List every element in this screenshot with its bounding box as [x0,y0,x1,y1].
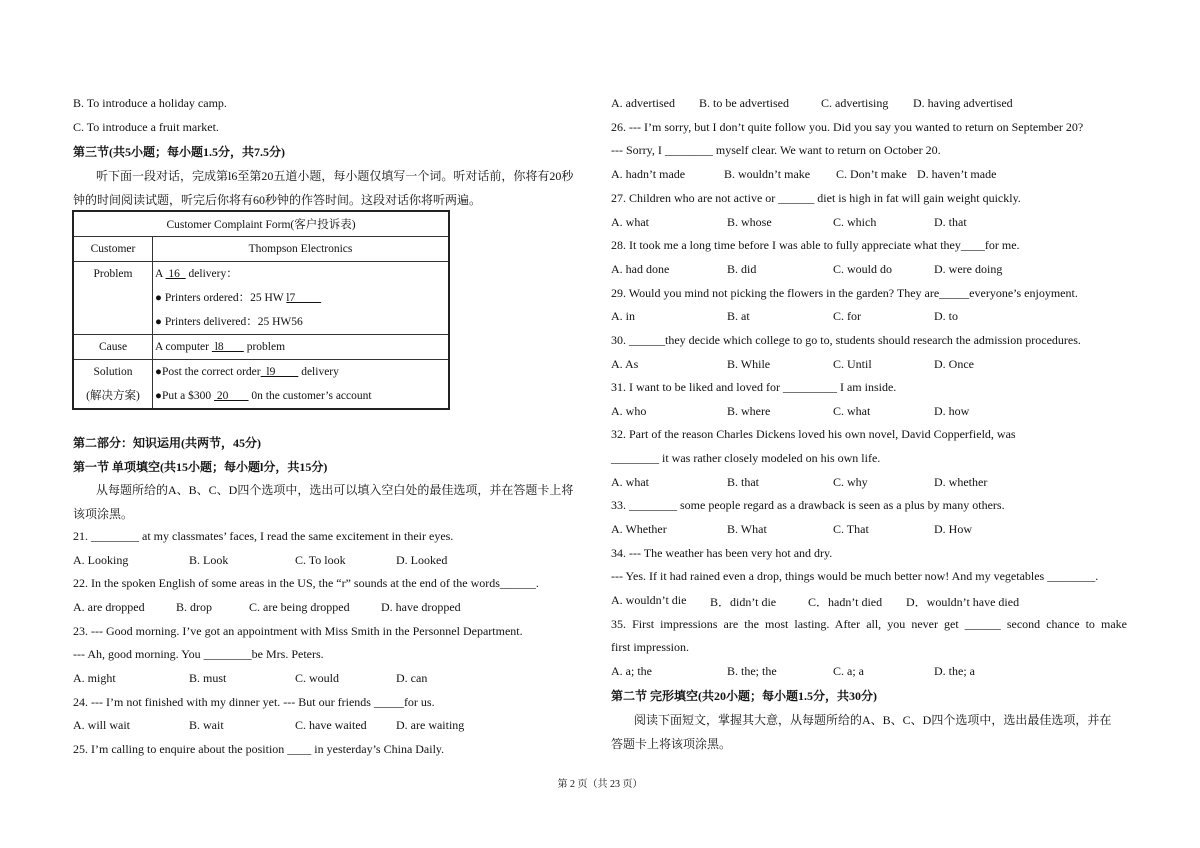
option-b: B. at [727,309,750,323]
option-d: D．wouldn’t have died [906,595,1020,609]
option-d: D. whether [934,475,988,489]
option-b: B. What [727,522,767,536]
option-c: C．hadn’t died [808,595,883,609]
option-b: B. Look [189,553,229,567]
option-line: B. To introduce a holiday camp. [73,96,227,110]
option-c: C. That [833,522,869,536]
option-d: D. How [934,522,972,536]
option-b: B. the; the [727,664,777,678]
option-a: A. had done [611,262,670,276]
option-c: C. are being dropped [249,600,350,614]
option-c: C. a; a [833,664,864,678]
question-32-line2: ________ it was rather closely modeled on his own life. [611,451,881,465]
option-d: D. Looked [396,553,448,567]
option-c: C. Don’t make [836,167,907,181]
option-c: C. which [833,215,877,229]
form-solution-label: Solution (解决方案) [73,360,153,410]
option-c: C. for [833,309,861,323]
section-title: 第二节 完形填空(共20小题；每小题1.5分，共30分) [611,689,877,703]
option-a: A. a; the [611,664,652,678]
option-a: A. advertised [611,96,675,110]
question-35: 35. First impressions are the most lasting. After all, you never get ______ second chance to make [611,617,1127,631]
blank-20: 20 [214,390,249,402]
option-c: C. To look [295,553,346,567]
option-a: A. wouldn’t die [611,593,687,607]
question-34-line2: --- Yes. If it had rained even a drop, things would be much better now! And my vegetables ________. [611,569,1099,583]
option-b: B. wouldn’t make [724,167,811,181]
option-c: C. Until [833,357,872,371]
option-c: C. advertising [821,96,889,110]
option-b: B. that [727,475,759,489]
section-title: 第一节 单项填空(共15小题；每小题l分，共15分) [73,460,328,474]
option-c: C. have waited [295,718,367,732]
option-d: D. having advertised [913,96,1013,110]
option-d: D. Once [934,357,974,371]
option-line: C. To introduce a fruit market. [73,120,219,134]
option-b: B. to be advertised [699,96,789,110]
section-instruction: 答题卡上将该项涂黑。 [611,737,732,751]
option-b: B．didn’t die [710,595,777,609]
option-d: D. have dropped [381,600,461,614]
option-c: C. would [295,671,340,685]
blank-18: l8 [211,341,244,353]
blank-19: l9 [260,366,299,378]
option-d: D. that [934,215,967,229]
part-title: 第二部分：知识运用(共两节，45分) [73,436,261,450]
option-a: A. who [611,404,647,418]
option-b: B. where [727,404,771,418]
page-number: 第 2 页（共 23 页） [557,779,643,790]
blank-16: 16 [165,268,186,280]
form-cause-label: Cause [73,335,153,360]
question-32: 32. Part of the reason Charles Dickens loved his own novel, David Copperfield, was [611,427,1016,441]
option-b: B. While [727,357,771,371]
blank-17: l7 [286,292,322,304]
option-d: D. how [934,404,970,418]
option-a: A. will wait [73,718,130,732]
option-d: D. are waiting [396,718,465,732]
question-26: 26. --- I’m sorry, but I don’t quite follow you. Did you say you wanted to return on September 20? [611,120,1084,134]
option-a: A. As [611,357,639,371]
form-customer-label: Customer [73,237,153,262]
option-a: A. what [611,475,649,489]
option-d: D. to [934,309,958,323]
option-c: C. why [833,475,868,489]
option-a: A. what [611,215,649,229]
question-29: 29. Would you mind not picking the flowers in the garden? They are_____everyone’s enjoyment. [611,286,1078,300]
question-26-line2: --- Sorry, I ________ myself clear. We want to return on October 20. [611,143,941,157]
question-28: 28. It took me a long time before I was able to fully appreciate what they____for me. [611,238,1020,252]
option-d: D. haven’t made [917,167,997,181]
option-d: D. were doing [934,262,1003,276]
option-a: A. are dropped [73,600,145,614]
option-a: A. Looking [73,553,129,567]
option-a: A. hadn’t made [611,167,686,181]
question-25: 25. I’m calling to enquire about the position ____ in yesterday’s China Daily. [73,742,445,756]
question-21: 21. ________ at my classmates’ faces, I read the same excitement in their eyes. [73,529,454,543]
form-customer-value: Thompson Electronics [153,237,450,262]
question-35-line2: first impression. [611,640,689,654]
form-problem-label: Problem [73,262,153,335]
section-instruction: 阅读下面短文，掌握其大意，从每题所给的A、B、C、D四个选项中，选出最佳选项，并在 [634,713,1112,727]
form-cause-cell: A computer l8 problem [153,335,450,360]
form-solution-cell: ●Post the correct order l9 delivery ●Put a $300 20 0n the customer’s account [153,360,450,410]
option-b: B. did [727,262,757,276]
form-title: Customer Complaint Form(客户投诉表) [73,211,449,237]
section-instruction: 钟的时间阅读试题，听完后你将有60秒钟的作答时间。这段对话你将听两遍。 [73,193,482,207]
question-30: 30. ______they decide which college to go to, students should research the admission procedures. [611,333,1081,347]
option-a: A. in [611,309,635,323]
question-23-line2: --- Ah, good morning. You ________be Mrs. Peters. [73,647,324,661]
section-title: 第三节(共5小题；每小题1.5分，共7.5分) [73,145,285,159]
form-problem-cell: A 16 delivery： ● Printers ordered：25 HW l7 ● Printers delivered：25 HW56 [153,262,450,335]
question-27: 27. Children who are not active or ______ diet is high in fat will gain weight quickly. [611,191,1021,205]
question-33: 33. ________ some people regard as a drawback is seen as a plus by many others. [611,498,1005,512]
section-instruction: 该项涂黑。 [73,507,134,521]
question-34: 34. --- The weather has been very hot and dry. [611,546,833,560]
option-d: D. the; a [934,664,975,678]
complaint-form-table [72,210,450,410]
option-c: C. would do [833,262,893,276]
option-b: B. whose [727,215,772,229]
option-b: B. must [189,671,227,685]
option-a: A. might [73,671,116,685]
option-d: D. can [396,671,428,685]
question-24: 24. --- I’m not finished with my dinner yet. --- But our friends _____for us. [73,695,435,709]
option-b: B. drop [176,600,212,614]
option-a: A. Whether [611,522,667,536]
question-22: 22. In the spoken English of some areas in the US, the “r” sounds at the end of the words______. [73,576,539,590]
question-23: 23. --- Good morning. I’ve got an appointment with Miss Smith in the Personnel Department. [73,624,523,638]
section-instruction: 听下面一段对话，完成第l6至第20五道小题，每小题仅填写一个词。听对话前，你将有20秒 [96,169,574,183]
option-b: B. wait [189,718,224,732]
section-instruction: 从每题所给的A、B、C、D四个选项中，选出可以填入空白处的最佳选项，并在答题卡上将 [96,483,574,497]
option-c: C. what [833,404,871,418]
question-31: 31. I want to be liked and loved for _________ I am inside. [611,380,897,394]
